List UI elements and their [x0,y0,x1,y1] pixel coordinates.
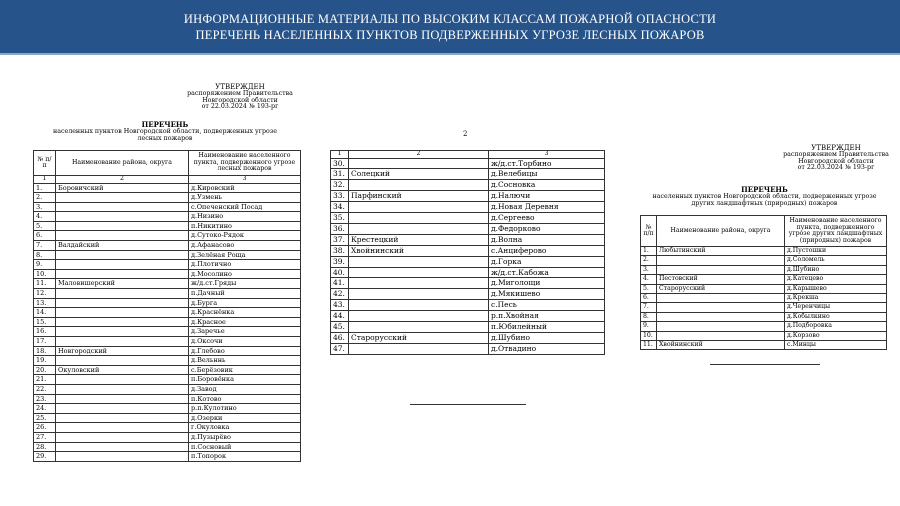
row-number: 37. [331,234,349,245]
table-row [34,231,301,241]
district-cell [349,180,489,191]
district-cell: Боровичский [56,183,189,193]
table-row [331,234,605,245]
settlement-cell: д.Озерки [189,413,301,423]
district-cell: Крестецкий [349,234,489,245]
table-row [331,213,605,224]
district-cell [56,404,189,414]
table-row [34,212,301,222]
district-cell [56,384,189,394]
row-number: 1. [641,247,657,256]
decree-line: распоряжением Правительства [783,150,889,158]
district-cell [56,413,189,423]
col-index: 2 [349,151,489,159]
settlement-cell: д.Глебово [189,346,301,356]
settlement-cell: д.Зелёная Роща [189,250,301,260]
approval-block-1 [180,84,300,111]
settlement-cell: р.п.Кулотино [189,404,301,414]
settlement-cell: д.Оксочи [189,337,301,347]
table-row [641,275,887,284]
district-cell [657,303,785,312]
settlement-cell: д.Кировский [189,183,301,193]
district-cell [56,193,189,203]
table-row [34,346,301,356]
row-number: 2. [34,193,56,203]
district-cell [349,343,489,354]
table-row [34,423,301,433]
district-cell [56,250,189,260]
col-index: 3 [189,176,301,184]
district-cell [56,375,189,385]
settlement-cell: д.Федорково [489,223,605,234]
settlement-cell: п.Боровёнка [189,375,301,385]
table-row [34,250,301,260]
settlement-cell: д.Завод [189,384,301,394]
row-number: 6. [34,231,56,241]
district-cell [349,202,489,213]
row-number: 12. [34,289,56,299]
doc-subtitle: лесных пожаров [137,134,193,142]
settlement-cell: д.Пустошки [785,247,887,256]
table-row [34,221,301,231]
table-row [34,193,301,203]
signature-line [410,404,526,405]
banner-divider [0,53,900,55]
district-cell [56,442,189,452]
district-cell: Новгородский [56,346,189,356]
district-cell [657,265,785,274]
row-number: 5. [641,284,657,293]
row-number: 25. [34,413,56,423]
row-number: 28. [34,442,56,452]
row-number: 21. [34,375,56,385]
district-cell [657,322,785,331]
row-number: 43. [331,300,349,311]
settlement-cell: д.Миголощи [489,278,605,289]
settlement-cell: д.Низино [189,212,301,222]
header-banner [0,0,900,53]
row-number: 11. [641,340,657,349]
table-row [34,241,301,251]
col-index: 1 [34,176,56,184]
district-cell [56,394,189,404]
district-cell [349,223,489,234]
row-number: 15. [34,317,56,327]
district-cell [657,256,785,265]
table-row [331,169,605,180]
settlements-table-2 [330,150,605,355]
banner-title-line2: ПЕРЕЧЕНЬ НАСЕЛЕННЫХ ПУНКТОВ ПОДВЕРЖЕННЫХ УГРОЗЕ ЛЕСНЫХ ПОЖАРОВ [195,28,705,42]
district-cell: Валдайский [56,241,189,251]
district-cell [56,298,189,308]
district-cell [56,317,189,327]
row-number: 42. [331,289,349,300]
table-row [34,308,301,318]
table-row [331,245,605,256]
row-number: 23. [34,394,56,404]
title-block-1 [30,122,300,142]
row-number: 10. [641,331,657,340]
settlement-cell: д.Сосновка [489,180,605,191]
settlement-cell: д.Шубино [785,265,887,274]
settlement-cell: с.Опеченский Посад [189,202,301,212]
settlement-cell: р.п.Хвойная [489,311,605,322]
row-number: 27. [34,432,56,442]
settlement-cell: д.Сутоко-Рядок [189,231,301,241]
district-cell: Парфинский [349,191,489,202]
header-place: Наименование населенного пункта, подверженного угрозе лесных пожаров [189,151,301,176]
table-row [34,260,301,270]
settlement-cell: с.Минцы [785,340,887,349]
settlement-cell: д.Узмень [189,193,301,203]
decree-line: от 22.03.2024 № 193-рг [201,103,279,111]
district-cell [349,158,489,169]
row-number: 14. [34,308,56,318]
table-row [641,256,887,265]
settlement-cell: п.Котово [189,394,301,404]
row-number: 8. [34,250,56,260]
table-row [641,303,887,312]
row-number: 47. [331,343,349,354]
table-row [34,375,301,385]
row-number: 36. [331,223,349,234]
settlement-cell: с.Берёзовик [189,365,301,375]
district-cell [349,289,489,300]
settlement-cell: д.Шубино [489,333,605,344]
settlement-cell: д.Заречье [189,327,301,337]
row-number: 1. [34,183,56,193]
settlement-cell: ж/д.ст.Гряды [189,279,301,289]
table-row [331,256,605,267]
decree-line: Новгородской области [202,96,278,104]
district-cell: Старорусский [657,284,785,293]
decree-line: распоряжением Правительства [187,89,293,97]
row-number: 3. [34,202,56,212]
settlements-table-1 [33,150,301,462]
settlement-cell: ж/д.ст.Торбино [489,158,605,169]
table-row [331,158,605,169]
row-number: 44. [331,311,349,322]
settlement-cell: д.Волна [489,234,605,245]
table-row [34,337,301,347]
district-cell [56,231,189,241]
district-cell: Маловишерский [56,279,189,289]
table-row [331,343,605,354]
settlement-cell: д.Новая Деревня [489,202,605,213]
table-row [331,322,605,333]
settlement-cell: д.Горка [489,256,605,267]
table-row [34,413,301,423]
decree-line: Новгородской области [798,157,874,165]
row-number: 32. [331,180,349,191]
table-row [641,340,887,349]
district-cell [56,452,189,462]
col-index: 3 [489,151,605,159]
table-row [331,333,605,344]
settlement-cell: п.Дачный [189,289,301,299]
page-number: 2 [463,130,468,138]
settlement-cell: д.Красное [189,317,301,327]
row-number: 29. [34,452,56,462]
settlement-cell: д.Краснёнка [189,308,301,318]
district-cell: Хвойнинский [349,245,489,256]
settlement-cell: д.Катецево [785,275,887,284]
district-cell [349,278,489,289]
district-cell [657,331,785,340]
table-row [331,223,605,234]
table-row [331,180,605,191]
table-row [331,191,605,202]
row-number: 9. [641,322,657,331]
row-number: 18. [34,346,56,356]
table-row [34,432,301,442]
settlement-cell: д.Сергеево [489,213,605,224]
row-number: 33. [331,191,349,202]
table-row [641,322,887,331]
row-number: 17. [34,337,56,347]
district-cell [56,269,189,279]
decree-line: от 22.03.2024 № 193-рг [797,164,875,172]
table-row [641,331,887,340]
settlement-cell: д.Пузырёво [189,432,301,442]
settlement-cell: д.Мосолино [189,269,301,279]
table-row [34,183,301,193]
title-block-3 [637,187,892,207]
settlement-cell: д.Вельннь [189,356,301,366]
settlement-cell: г.Окуловка [189,423,301,433]
table-row [331,267,605,278]
row-number: 5. [34,221,56,231]
settlement-cell: с.Песь [489,300,605,311]
district-cell: Любытинский [657,247,785,256]
settlements-table-3 [640,215,887,350]
district-cell [56,289,189,299]
district-cell: Старорусский [349,333,489,344]
table-row [34,289,301,299]
row-number: 7. [34,241,56,251]
row-number: 31. [331,169,349,180]
district-cell [349,256,489,267]
row-number: 26. [34,423,56,433]
district-cell [349,311,489,322]
doc-subtitle: населенных пунктов Новгородской области, подверженных угрозе [652,192,877,200]
header-district: Наименование района, округа [657,216,785,247]
settlement-cell: д.Отвадино [489,343,605,354]
table-row [331,289,605,300]
row-number: 40. [331,267,349,278]
settlement-cell: п.Сосновый [189,442,301,452]
row-number: 6. [641,293,657,302]
district-cell [349,300,489,311]
header-district: Наименование района, округа [56,151,189,176]
row-number: 22. [34,384,56,394]
district-cell [657,293,785,302]
table-row [641,247,887,256]
table-row [34,279,301,289]
settlement-cell: п.Топорок [189,452,301,462]
settlement-cell: д.Черенчицы [785,303,887,312]
doc-title: ПЕРЕЧЕНЬ [141,120,189,129]
doc-title: ПЕРЕЧЕНЬ [741,185,788,194]
signature-line [710,364,820,365]
doc-subtitle: населенных пунктов Новгородской области, подверженных угрозе [53,127,277,135]
district-cell [56,356,189,366]
settlement-cell: д.Афанасово [189,241,301,251]
header-place: Наименование населенного пункта, подверженного угрозе других ландшафтных (природных) пожаров [785,216,887,247]
table-row [34,442,301,452]
row-number: 41. [331,278,349,289]
row-number: 39. [331,256,349,267]
district-cell [349,213,489,224]
row-number: 16. [34,327,56,337]
settlement-cell: д.Крекша [785,293,887,302]
district-cell: Пестовский [657,275,785,284]
district-cell [56,432,189,442]
settlement-cell: с.Анциферово [489,245,605,256]
district-cell [56,327,189,337]
district-cell [56,308,189,318]
table-row [34,327,301,337]
row-number: 9. [34,260,56,270]
settlement-cell: д.Кобылкино [785,312,887,321]
district-cell: Солецкий [349,169,489,180]
row-number: 19. [34,356,56,366]
row-number: 13. [34,298,56,308]
district-cell [56,212,189,222]
table-row [331,202,605,213]
approved-label: УТВЕРЖДЕН [811,144,861,152]
settlement-cell: п.Юбилейный [489,322,605,333]
approval-block-3 [778,145,894,172]
row-number: 30. [331,158,349,169]
settlement-cell: д.Налючи [489,191,605,202]
table-row [34,298,301,308]
table-row [34,404,301,414]
table-row [641,312,887,321]
settlement-cell: п.Никитино [189,221,301,231]
table-row [34,202,301,212]
table-row [34,384,301,394]
table-row [34,317,301,327]
district-cell [56,221,189,231]
row-number: 10. [34,269,56,279]
header-num: № п/п [34,151,56,176]
row-number: 20. [34,365,56,375]
row-number: 46. [331,333,349,344]
row-number: 38. [331,245,349,256]
settlement-cell: д.Велебицы [489,169,605,180]
table-row [34,394,301,404]
row-number: 35. [331,213,349,224]
table-row [331,278,605,289]
row-number: 3. [641,265,657,274]
row-number: 2. [641,256,657,265]
district-cell [349,267,489,278]
settlement-cell: ж/д.ст.Кабожа [489,267,605,278]
col-index: 2 [56,176,189,184]
table-row [34,365,301,375]
district-cell [56,337,189,347]
settlement-cell: д.Подборовка [785,322,887,331]
table-row [34,269,301,279]
table-row [331,300,605,311]
approved-label: УТВЕРЖДЕН [215,83,265,91]
row-number: 24. [34,404,56,414]
district-cell: Окуловский [56,365,189,375]
doc-subtitle: других ландшафтных (природных) пожаров [691,199,838,207]
district-cell [56,202,189,212]
settlement-cell: д.Корзово [785,331,887,340]
district-cell [56,423,189,433]
district-cell: Хвойнинский [657,340,785,349]
district-cell [56,260,189,270]
header-num: № п/п [641,216,657,247]
row-number: 7. [641,303,657,312]
settlement-cell: д.Соломель [785,256,887,265]
settlement-cell: д.Мякишево [489,289,605,300]
district-cell [657,312,785,321]
table-row [641,265,887,274]
row-number: 4. [641,275,657,284]
settlement-cell: д.Карышево [785,284,887,293]
row-number: 4. [34,212,56,222]
row-number: 34. [331,202,349,213]
table-row [34,356,301,366]
banner-title-line1: ИНФОРМАЦИОННЫЕ МАТЕРИАЛЫ ПО ВЫСОКИМ КЛАССАМ ПОЖАРНОЙ ОПАСНОСТИ [183,12,717,26]
table-row [331,311,605,322]
table-row [641,293,887,302]
col-index: 1 [331,151,349,159]
row-number: 45. [331,322,349,333]
district-cell [349,322,489,333]
settlement-cell: д.Плотично [189,260,301,270]
table-row [641,284,887,293]
table-row [34,452,301,462]
settlement-cell: д.Бурга [189,298,301,308]
row-number: 8. [641,312,657,321]
row-number: 11. [34,279,56,289]
